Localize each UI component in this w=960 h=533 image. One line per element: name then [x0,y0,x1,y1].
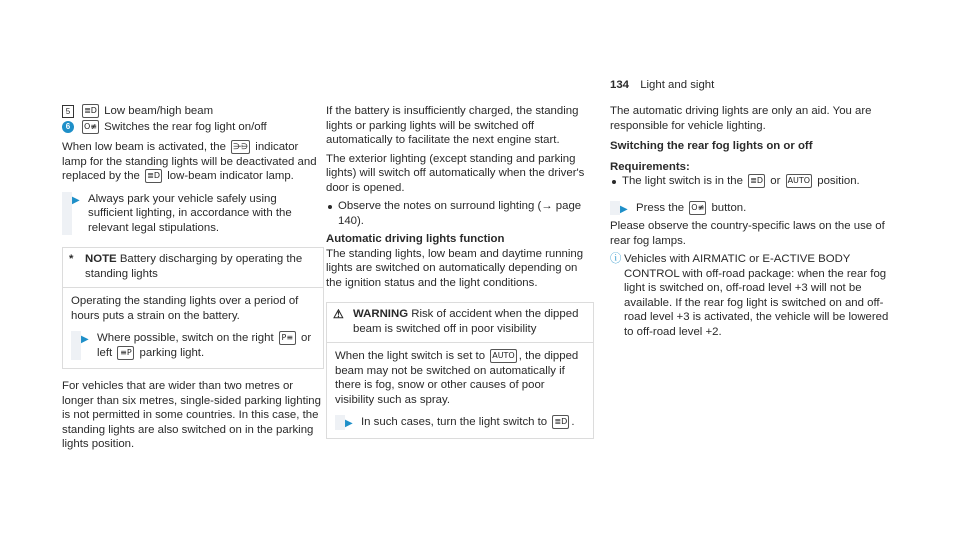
battery-paragraph: If the battery is insufficiently charged, the standing lights or parking lights will be switched off automatically to facilitate the next engine start. [326,105,579,146]
text-fragment: The light switch is in the [622,175,743,188]
warning-title: WARNING [353,308,409,320]
info-icon: ⓘ [610,253,622,266]
text-fragment: indicator lamp for the standing lights will be deactivated and replaced by the [62,141,317,183]
column-3 [610,104,895,339]
parking-light-left-icon: ≡P [117,346,134,360]
instruction-bar [335,415,345,430]
requirement-item [610,174,895,189]
arrow-right-icon: ▶ [81,334,89,346]
text-fragment: position. [817,175,860,188]
text-fragment: , the dipped beam may not be switched on automatically if there is fog, snow or other causes of poor visibility such as spray. [335,350,579,406]
low-beam-icon: ≣D [552,415,569,429]
surround-lighting-bullet[interactable]: Observe the notes on surround lighting (→ page 140). [326,199,594,228]
text-fragment: or [770,175,781,188]
note-title-text: Battery discharging by operating the standing lights [85,253,303,280]
low-beam-icon: ≣D [145,169,162,183]
text-fragment: Press the [636,201,685,214]
warning-body-text [335,349,585,407]
note-box [62,247,324,369]
warning-title-text: Risk of accident when the dipped beam is switched off in poor visibility [353,308,579,335]
legend-text-6: Switches the rear fog light on/off [104,120,267,133]
warning-triangle-icon: ⚠ [333,307,344,321]
note-header [63,248,323,287]
text-fragment: low-beam indicator lamp. [167,170,294,183]
page-number: 134 [610,79,630,91]
warning-body [327,342,593,438]
section-title: Light and sight [640,79,715,91]
rear-fog-heading: Switching the rear fog lights on or off [610,140,813,152]
rear-fog-icon: O≢ [689,201,706,215]
number-6-badge: 6 [62,121,74,133]
text-fragment: parking light. [139,346,205,359]
auto-light-icon: AUTO [490,349,517,363]
low-beam-icon: ≣D [82,104,99,118]
wide-vehicles-paragraph: For vehicles that are wider than two metres or longer than six metres, single-sided parking lighting is not permitted in some countries. In this case, the standing lights are also switched on in the parking lights position. [62,380,321,451]
requirements-heading: Requirements: [610,160,690,173]
text-fragment: When low beam is activated, the [62,141,226,154]
instruction-park-safely [62,192,324,236]
standing-lights-paragraph [62,140,324,184]
note-title: NOTE [85,253,117,266]
instruction-bar [610,201,620,216]
warning-box [326,302,594,439]
instruction-parking-light [71,331,315,360]
country-laws-paragraph: Please observe the country-specific laws on the use of rear fog lamps. [610,220,885,247]
instruction-turn-switch: ▶ In such cases, turn the light switch to ≣D . [335,415,585,430]
legend-item-5 [62,104,324,119]
aid-paragraph: The automatic driving lights are only an aid. You are responsible for vehicle lighting. [610,105,872,132]
text-fragment: When the light switch is set to [335,350,486,363]
text-fragment: Where possible, switch on the right [97,332,274,345]
instruction-bar [71,331,81,360]
column-1 [62,104,324,452]
low-beam-icon: ≣D [748,174,765,188]
info-note [610,252,895,339]
text-fragment: or left [97,332,312,359]
auto-light-icon: AUTO [786,174,813,188]
instruction-text: Always park your vehicle safely using sufficient lighting, in accordance with the relevant legal stipulations. [88,192,292,234]
warning-header [327,303,593,342]
standing-lights-icon: ⋺⋻ [231,140,250,154]
arrow-right-icon: ▶ [72,194,80,206]
info-text: Vehicles with AIRMATIC or E-ACTIVE BODY CONTROL with off-road package: when the rear fog light is switched on, off-road level +3 will not be available. If the rear fog light is switched on and off-road level +3 is activated, the vehicle will be lowered to off-road level +2. [624,253,889,338]
parking-light-right-icon: P≡ [279,331,296,345]
instruction-bar [62,192,72,236]
text-fragment: button. [711,201,747,214]
note-asterisk-icon: * [69,253,74,266]
page-header [610,78,714,93]
arrow-right-icon: ▶ [345,418,353,430]
instruction-text: In such cases, turn the light switch to [361,416,548,429]
number-5-badge: 5 [62,105,74,118]
rear-fog-icon: O≢ [82,120,99,134]
note-body-text: Operating the standing lights over a period of hours puts a strain on the battery. [71,295,299,322]
note-body [63,287,323,368]
instruction-press-button [610,201,895,216]
legend-item-6 [62,120,324,135]
auto-lights-heading: Automatic driving lights function [326,233,505,245]
column-2 [326,104,594,439]
legend-text-5: Low beam/high beam [104,105,214,118]
arrow-right-icon: ▶ [620,203,628,215]
exterior-lighting-paragraph: The exterior lighting (except standing and parking lights) will switch off automatically when the driver's door is opened. [326,152,585,194]
auto-lights-paragraph: The standing lights, low beam and daytime running lights are switched on automatically depending on the ignition status and the light conditions. [326,247,584,289]
